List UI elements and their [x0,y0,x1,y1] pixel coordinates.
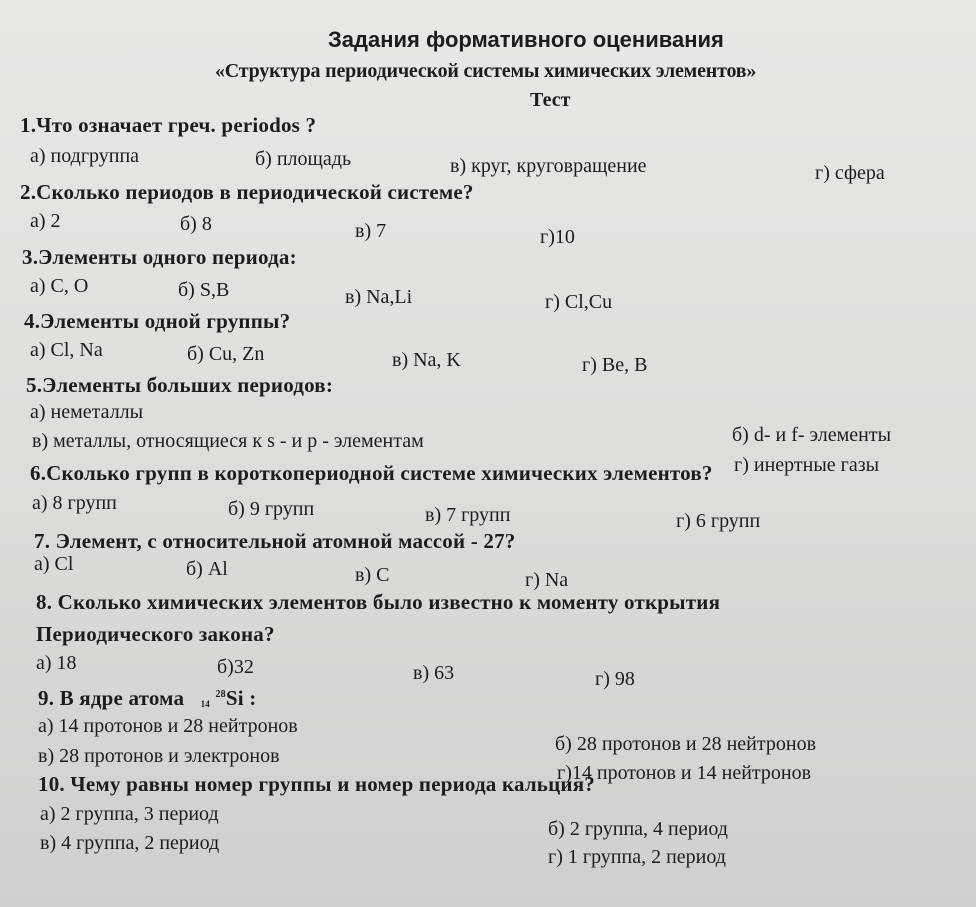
q1-option-c: в) круг, круговращение [450,155,647,177]
question-8-line-1: 8. Сколько химических элементов было известно к моменту открытия [36,590,721,614]
q5-option-c: в) металлы, относящиеся к s - и p - элементам [32,430,424,452]
question-6: 6.Сколько групп в короткопериодной системе химических элементов? [30,461,713,485]
q2-option-a: а) 2 [30,210,61,232]
question-1: 1.Что означает греч. periodos ? [20,113,317,137]
sheet-title: Задания формативного оценивания [328,27,724,52]
q4-option-a: а) Cl, Na [30,339,103,361]
q5-option-a: а) неметаллы [30,401,144,423]
q10-option-a: а) 2 группа, 3 период [40,803,219,825]
q3-option-a: а) С, О [30,275,89,297]
q9-option-d: г)14 протонов и 14 нейтронов [557,762,812,784]
sheet-test-label: Тест [530,89,571,111]
q1-option-b: б) площадь [255,148,352,170]
q7-option-c: в) С [355,564,390,586]
q7-option-b: б) Al [186,558,228,580]
element-symbol: Si : [225,686,257,710]
mass-number: 28 [215,689,226,700]
q7-option-d: г) Na [525,569,569,591]
question-3: 3.Элементы одного периода: [22,245,297,269]
question-4: 4.Элементы одной группы? [24,309,291,333]
q10-option-b: б) 2 группа, 4 период [548,818,728,840]
q9-option-a: а) 14 протонов и 28 нейтронов [38,715,298,737]
q6-option-a: а) 8 групп [32,492,117,514]
question-5: 5.Элементы больших периодов: [26,373,334,397]
q2-option-d: г)10 [540,226,575,248]
q7-option-a: а) Cl [34,553,74,575]
q3-option-c: в) Na,Li [345,286,413,308]
q9-option-c: в) 28 протонов и электронов [38,745,280,767]
q10-option-d: г) 1 группа, 2 период [548,846,726,868]
question-10: 10. Чему равны номер группы и номер периода кальция? [38,772,595,796]
atomic-number: 14 [200,699,211,709]
q1-option-a: а) подгруппа [30,145,140,167]
q9-option-b: б) 28 протонов и 28 нейтронов [555,733,817,755]
q1-option-d: г) сфера [815,162,885,184]
sheet-subtitle: «Структура периодической системы химических элементов» [215,60,757,82]
q5-option-d: г) инертные газы [734,454,880,476]
q6-option-d: г) 6 групп [676,510,761,532]
question-8-line-2: Периодического закона? [36,622,275,646]
q4-option-c: в) Na, K [392,349,461,371]
q3-option-d: г) Cl,Cu [545,291,613,313]
q5-option-b: б) d- и f- элементы [732,424,892,446]
question-9-text: 9. В ядре атома [38,686,185,710]
q8-option-b: б)32 [217,656,254,678]
q3-option-b: б) S,B [178,279,230,301]
q10-option-c: в) 4 группа, 2 период [40,832,220,854]
q4-option-d: г) Be, B [582,354,648,376]
question-7: 7. Элемент, с относительной атомной массой - 27? [34,529,516,553]
q8-option-c: в) 63 [413,662,455,684]
q6-option-c: в) 7 групп [425,504,511,526]
question-2: 2.Сколько периодов в периодической системе? [20,180,474,204]
q8-option-d: г) 98 [595,668,635,690]
q2-option-b: б) 8 [180,213,212,235]
q8-option-a: а) 18 [36,652,77,674]
q2-option-c: в) 7 [355,220,387,242]
q4-option-b: б) Cu, Zn [187,343,265,365]
question-9 [38,686,256,711]
q6-option-b: б) 9 групп [228,498,315,520]
